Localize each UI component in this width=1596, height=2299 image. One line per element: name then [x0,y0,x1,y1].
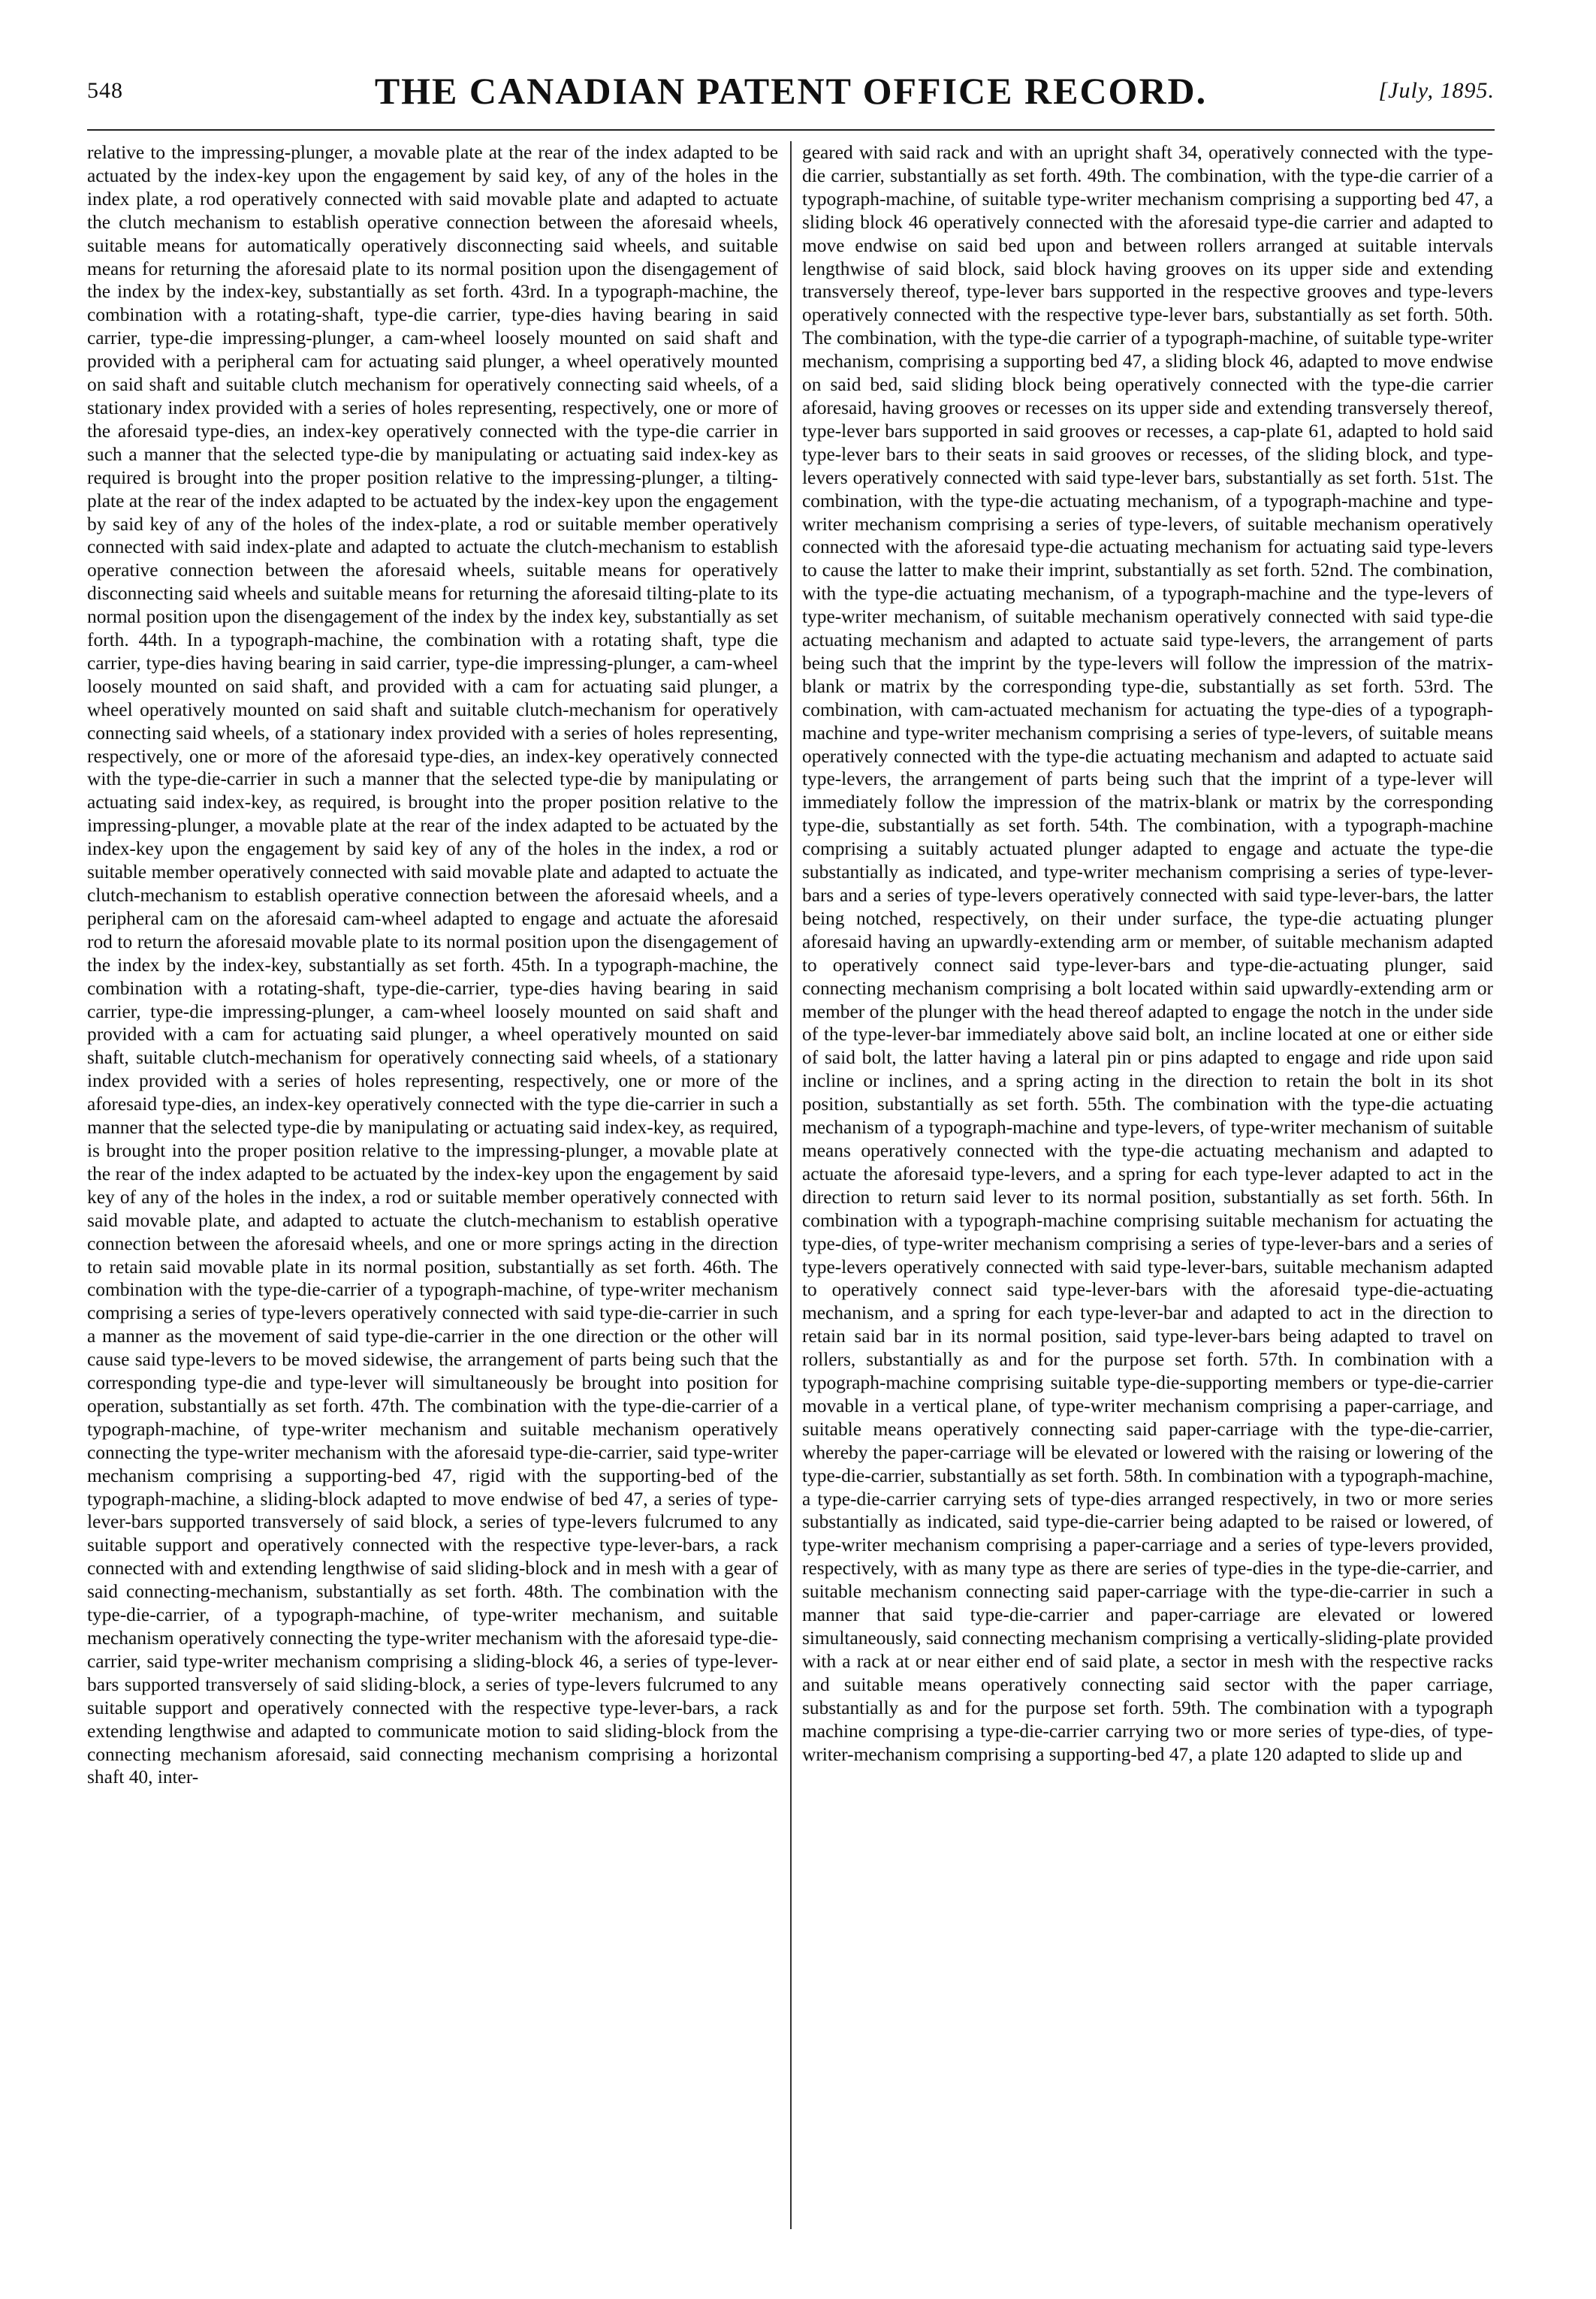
issue-date: [July, 1895. [1378,78,1495,103]
header-rule [87,129,1495,131]
column-divider [790,141,792,2229]
right-column-text: geared with said rack and with an upright shaft 34, operatively connected with the type-die carrier, substantially as set forth. 49th. The combination, with the type-die carrier of a typograph-machine, of suitable type-writer mechanism comprising a supporting bed 47, a sliding block 46 operatively connected with the aforesaid type-die carrier and adapted to move endwise on said bed upon and between rollers arranged at suitable intervals lengthwise of said block, said block having grooves on its upper side and extending transversely thereof, type-lever bars supported in the respective grooves and type-levers operatively connected with the respective type-lever bars, substantially as set forth. 50th. The combination, with the type-die carrier of a typograph-machine, of suitable type-writer mechanism, comprising a supporting bed 47, a sliding block 46, adapted to move endwise on said bed, said sliding block being operatively connected with the type-die carrier aforesaid, having grooves or recesses on its upper side and extending transversely thereof, type-lever bars supported in said grooves or recesses, a cap-plate 61, adapted to hold said type-lever bars to their seats in said grooves or recesses, of the sliding block, and type-levers operatively connected with said type-lever bars, substantially as set forth. 51st. The combination, with the type-die actuating mechanism, of a typograph-machine and type-writer mechanism comprising a series of type-levers, of suitable mechanism operatively connected with the aforesaid type-die actuating mechanism for actuating said type-levers to cause the latter to make their imprint, substantially as set forth. 52nd. The combination, with the type-die actuating mechanism, of a typograph-machine and the type-levers of type-writer mechanism, of suitable mechanism operatively connected with said type-die actuating mechanism and adapted to actuate said type-levers, the arrangement of parts being such that the imprint by the type-levers will follow the impression of the matrix-blank or matrix by the corresponding type-die, substantially as set forth. 53rd. The combination, with cam-actuated mechanism for actuating the type-dies of a typograph-machine and type-writer mechanism comprising a series of type-levers, of suitable means operatively connected with the type-die actuating mechanism and adapted to actuate said type-levers, the arrangement of parts being such that the imprint of a type-lever will immediately follow the impression of the matrix-blank or matrix by the corresponding type-die, substantially as set forth. 54th. The combination, with a typograph-machine comprising a suitably actuated plunger adapted to engage and actuate the type-die substantially as indicated, and type-writer mechanism comprising a series of type-lever-bars and a series of type-levers operatively connected with said type-lever-bars, the latter being notched, respectively, on their under surface, the type-die actuating plunger aforesaid having an upwardly-extending arm or member, of suitable mechanism adapted to operatively connect said type-lever-bars and type-die-actuating plunger, said connecting mechanism comprising a bolt located within said upwardly-extending arm or member of the plunger with the head thereof adapted to engage the notch in the under side of the type-lever-bar immediately above said bolt, an incline located at one or either side of said bolt, the latter having a lateral pin or pins adapted to engage and ride upon said incline or inclines, and a spring acting in the direction to retain the bolt in its shot position, substantially as set forth. 55th. The combination with the type-die actuating mechanism of a typograph-machine and type-levers, of type-writer mechanism of suitable means operatively connected with the type-die actuating mechanism and adapted to actuate the aforesaid type-levers, and a spring for each type-lever adapted to act in the direction to return said lever to its normal position, substantially as set forth. 56th. In combination with a typograph-machine comprising suitable mechanism for actuating the type-dies, of type-writer mechanism comprising a series of type-lever-bars and a series of type-levers operatively connected with said type-lever-bars, suitable mechanism adapted to operatively connect said type-lever-bars with the aforesaid type-die-actuating mechanism, and a spring for each type-lever-bar and adapted to act in the direction to retain said bar in its normal position, said type-lever-bars being adapted to travel on rollers, substantially as and for the purpose set forth. 57th. In combination with a typograph-machine comprising suitable type-die-supporting members or type-die-carrier movable in a vertical plane, of type-writer mechanism comprising a paper-carriage, and suitable means operatively connecting said paper-carriage with the type-die-carrier, whereby the paper-carriage will be elevated or lowered with the raising or lowering of the type-die-carrier, substantially as set forth. 58th. In combination with a typograph-machine, a type-die-carrier carrying sets of type-dies arranged respectively, in two or more series substantially as indicated, said type-die-carrier being adapted to be raised or lowered, of type-writer mechanism comprising a paper-carriage and a series of type-levers provided, respectively, with as many type as there are series of type-dies in the type-die-carrier, and suitable mechanism connecting said paper-carriage with the type-die-carrier in such a manner that said type-die-carrier and paper-carriage are elevated or lowered simultaneously, said connecting mechanism comprising a vertically-sliding-plate provided with a rack at or near either end of said plate, a sector in mesh with the respective racks and suitable means operatively connecting said sector with the paper carriage, substantially as and for the purpose set forth. 59th. The combination with a typograph machine comprising a type-die-carrier carrying two or more series of type-dies, of type-writer-mechanism comprising a supporting-bed 47, a plate 120 adapted to slide up and [802,142,1493,1765]
page-header [87,69,1495,122]
journal-title: THE CANADIAN PATENT OFFICE RECORD. [374,70,1208,112]
left-column [87,141,778,2244]
page-number: 548 [87,78,123,103]
left-column-text: relative to the impressing-plunger, a movable plate at the rear of the index adapted to be actuated by the index-key upon the engagement by said key, of any of the holes in the index plate, a rod operatively connected with said movable plate and adapted to actuate the clutch mechanism to establish operative connection between the aforesaid wheels, suitable means for automatically operatively disconnecting said wheels, and suitable means for returning the aforesaid plate to its normal position upon the disengagement of the index by the index-key, substantially as set forth. 43rd. In a typograph-machine, the combination with a rotating-shaft, type-die carrier, type-dies having bearing in said carrier, type-die impressing-plunger, a cam-wheel loosely mounted on said shaft and provided with a peripheral cam for actuating said plunger, a wheel operatively mounted on said shaft and suitable clutch mechanism for operatively connecting said wheels, of a stationary index provided with a series of holes representing, respectively, one or more of the aforesaid type-dies, an index-key operatively connected with the type-die carrier in such a manner that the selected type-die by manipulating or actuating said index-key as required is brought into the proper position relative to the impressing-plunger, a tilting-plate at the rear of the index adapted to be actuated by the index-key upon the engagement by said key of any of the holes of the index-plate, a rod or suitable member operatively connected with said index-plate and adapted to actuate the clutch-mechanism to establish operative connection between the aforesaid wheels, suitable means for operatively disconnecting said wheels and suitable means for returning the aforesaid tilting-plate to its normal position upon the disengagement of the index by the index key, substantially as set forth. 44th. In a typograph-machine, the combination with a rotating shaft, type die carrier, type-dies having bearing in said carrier, type-die impressing-plunger, a cam-wheel loosely mounted on said shaft, and provided with a cam for actuating said plunger, a wheel operatively mounted on said shaft and suitable clutch-mechanism for operatively connecting said wheels, of a stationary index provided with a series of holes representing, respectively, one or more of the aforesaid type-dies, an index-key operatively connected with the type-die-carrier in such a manner that the selected type-die by manipulating or actuating said index-key, as required, is brought into the proper position relative to the impressing-plunger, a movable plate at the rear of the index adapted to be actuated by the index-key upon the engagement by said key of any of the holes in the index, a rod or suitable member operatively connected with said movable plate and adapted to actuate the clutch-mechanism to establish operative connection between the aforesaid wheels, and a peripheral cam on the aforesaid cam-wheel adapted to engage and actuate the aforesaid rod to return the aforesaid movable plate to its normal position upon the disengagement of the index by the index-key, substantially as set forth. 45th. In a typograph-machine, the combination with a rotating-shaft, type-die-carrier, type-dies having bearing in said carrier, type-die impressing-plunger, a cam-wheel loosely mounted on said shaft and provided with a cam for actuating said plunger, a wheel operatively mounted on said shaft, suitable clutch-mechanism for operatively connecting said wheels, of a stationary index provided with a series of holes representing, respectively, one or more of the aforesaid type-dies, an index-key operatively connected with the type die-carrier in such a manner that the selected type-die by manipulating or actuating said index-key, as required, is brought into the proper position relative to the impressing-plunger, a movable plate at the rear of the index adapted to be actuated by the index-key upon the engagement by said key of any of the holes in the index, a rod or suitable member operatively connected with said movable plate, and adapted to actuate the clutch-mechanism to establish operative connection between the aforesaid wheels, and one or more springs acting in the direction to retain said movable plate in its normal position, substantially as set forth. 46th. The combination with the type-die-carrier of a typograph-machine, of type-writer mechanism comprising a series of type-levers operatively connected with said type-die-carrier in such a manner as the movement of said type-die-carrier in the one direction or the other will cause said type-levers to be moved sidewise, the arrangement of parts being such that the corresponding type-die and type-lever will simultaneously be brought into position for operation, substantially as set forth. 47th. The combination with the type-die-carrier of a typograph-machine, of type-writer mechanism and suitable mechanism operatively connecting the type-writer mechanism with the aforesaid type-die-carrier, said type-writer mechanism comprising a supporting-bed 47, rigid with the supporting-bed of the typograph-machine, a sliding-block adapted to move endwise of bed 47, a series of type-lever-bars supported transversely of said block, a series of type-levers fulcrumed to any suitable support and operatively connected with the respective type-lever-bars, a rack connected with and extending lengthwise of said sliding-block and in mesh with a gear of said connecting-mechanism, substantially as set forth. 48th. The combination with the type-die-carrier, of a typograph-machine, of type-writer mechanism, and suitable mechanism operatively connecting the type-writer mechanism with the aforesaid type-die-carrier, said type-writer mechanism comprising a sliding-block 46, a series of type-lever-bars supported transversely of said sliding-block, a series of type-levers fulcrumed to any suitable support and operatively connected with the respective type-lever-bars, a rack extending lengthwise and adapted to communicate motion to said sliding-block from the connecting mechanism aforesaid, said connecting mechanism comprising a horizontal shaft 40, inter- [87,142,778,1788]
right-column [802,141,1493,2244]
